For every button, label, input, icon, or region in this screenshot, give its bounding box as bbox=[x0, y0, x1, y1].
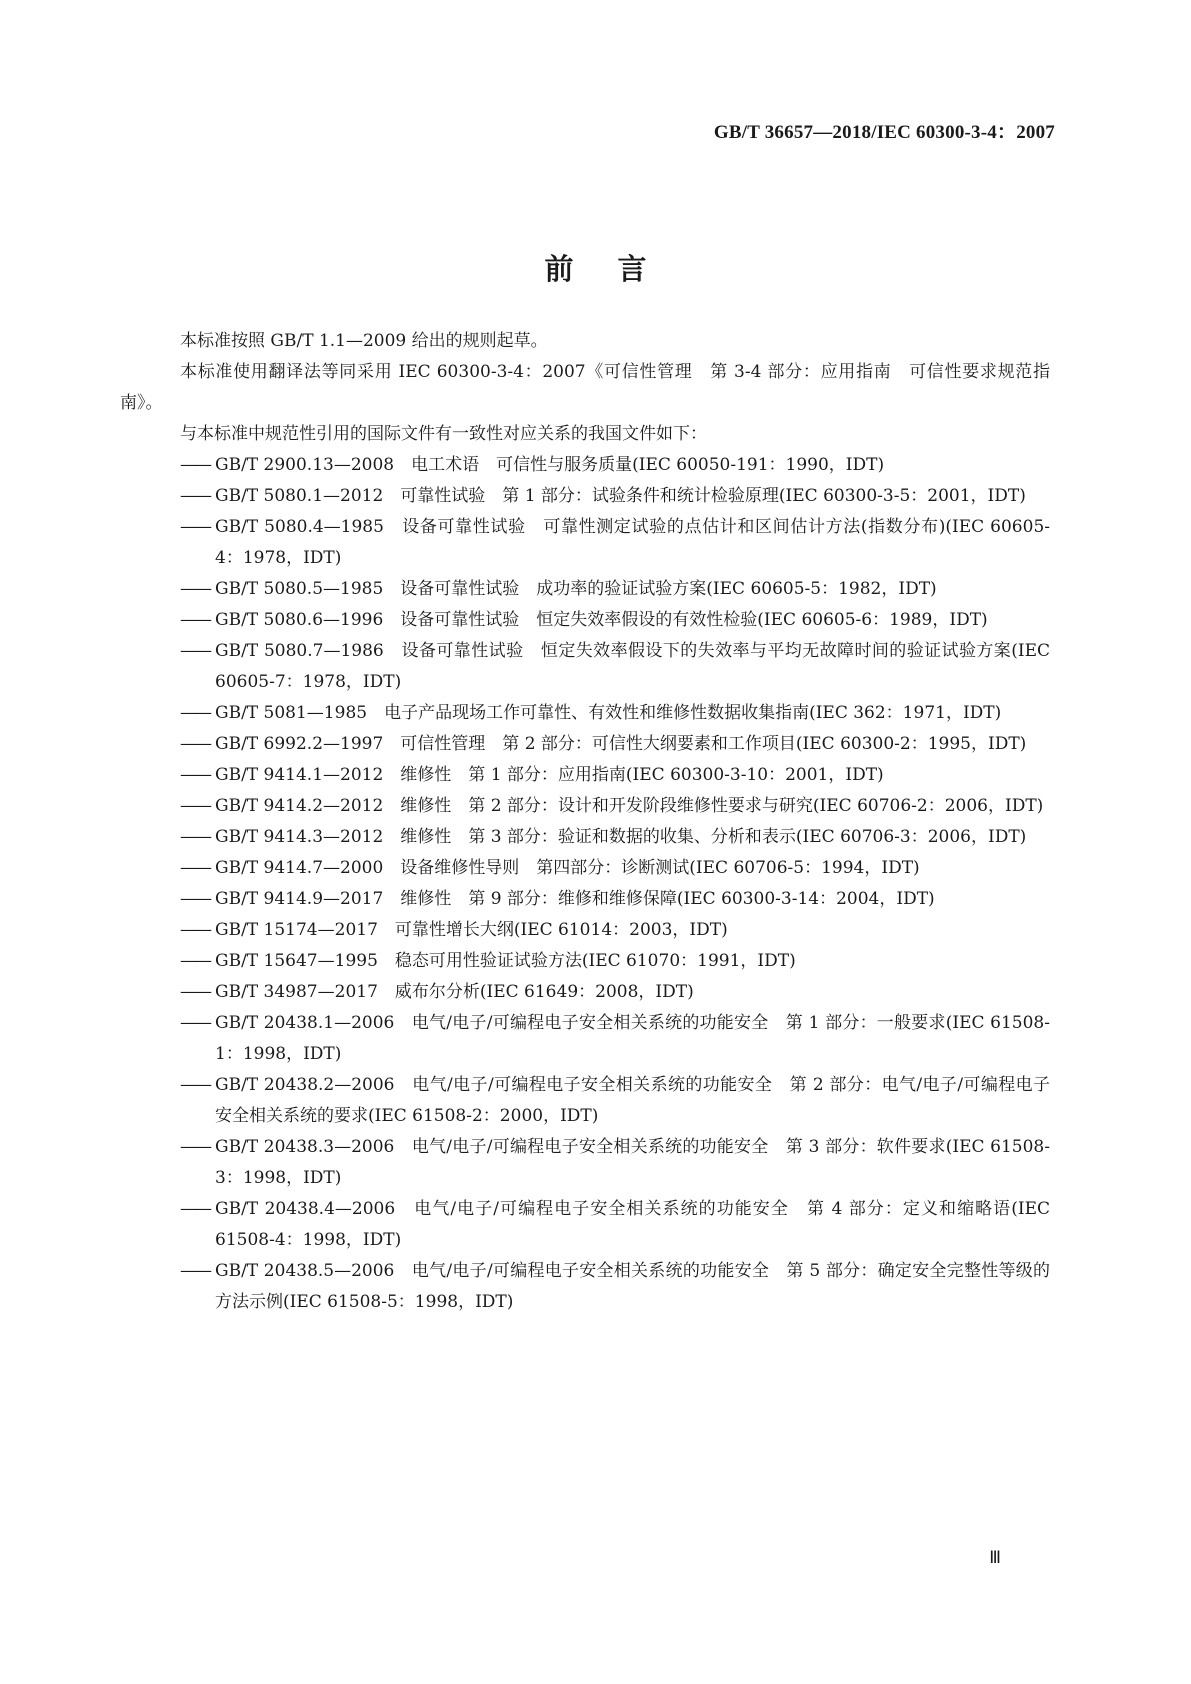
page-number: Ⅲ bbox=[989, 1548, 1001, 1567]
dash: —— bbox=[180, 858, 210, 878]
reference-text: GB/T 20438.5—2006 电气/电子/可编程电子安全相关系统的功能安全 第 5 部分：确定安全完整性等级的方法示例(IEC 61508-5：1998，IDT) bbox=[215, 1261, 1050, 1312]
reference-text: GB/T 2900.13—2008 电工术语 可信性与服务质量(IEC 60050-191：1990，IDT) bbox=[215, 455, 885, 475]
reference-item bbox=[120, 977, 1050, 1008]
dash: —— bbox=[180, 703, 210, 723]
dash: —— bbox=[180, 517, 210, 537]
dash: —— bbox=[180, 579, 210, 599]
paragraph: 本标准按照 GB/T 1.1—2009 给出的规则起草。 bbox=[180, 331, 548, 351]
dash: —— bbox=[180, 827, 210, 847]
reference-item bbox=[120, 698, 1050, 729]
reference-item bbox=[120, 1194, 1050, 1256]
dash: —— bbox=[180, 486, 210, 506]
dash: —— bbox=[180, 1075, 210, 1095]
paragraph: 本标准使用翻译法等同采用 IEC 60300-3-4：2007《可信性管理 第 3-4 部分：应用指南 可信性要求规范指南》。 bbox=[120, 362, 1050, 413]
reference-item bbox=[120, 1132, 1050, 1194]
dash: —— bbox=[180, 734, 210, 754]
reference-item bbox=[120, 481, 1050, 512]
reference-text: GB/T 5080.1—2012 可靠性试验 第 1 部分：试验条件和统计检验原理(IEC 60300-3-5：2001，IDT) bbox=[215, 486, 1026, 506]
dash: —— bbox=[180, 796, 210, 816]
reference-item bbox=[120, 1008, 1050, 1070]
document-body bbox=[120, 326, 1050, 1318]
dash: —— bbox=[180, 920, 210, 940]
reference-text: GB/T 15174—2017 可靠性增长大纲(IEC 61014：2003，IDT) bbox=[215, 920, 728, 940]
dash: —— bbox=[180, 641, 210, 661]
reference-item bbox=[120, 791, 1050, 822]
page-title: 前言 bbox=[544, 252, 691, 287]
reference-text: GB/T 9414.1—2012 维修性 第 1 部分：应用指南(IEC 60300-3-10：2001，IDT) bbox=[215, 765, 884, 785]
reference-item bbox=[120, 946, 1050, 977]
reference-text: GB/T 9414.7—2000 设备维修性导则 第四部分：诊断测试(IEC 60706-5：1994，IDT) bbox=[215, 858, 920, 878]
dash: —— bbox=[180, 951, 210, 971]
reference-item bbox=[120, 1070, 1050, 1132]
reference-text: GB/T 5081—1985 电子产品现场工作可靠性、有效性和维修性数据收集指南(IEC 362：1971，IDT) bbox=[215, 703, 1002, 723]
reference-item bbox=[120, 729, 1050, 760]
reference-text: GB/T 5080.6—1996 设备可靠性试验 恒定失效率假设的有效性检验(IEC 60605-6：1989，IDT) bbox=[215, 610, 988, 630]
reference-text: GB/T 20438.2—2006 电气/电子/可编程电子安全相关系统的功能安全 第 2 部分：电气/电子/可编程电子安全相关系统的要求(IEC 61508-2：2000，IDT) bbox=[215, 1075, 1050, 1126]
dash: —— bbox=[180, 889, 210, 909]
reference-text: GB/T 15647—1995 稳态可用性验证试验方法(IEC 61070：1991，IDT) bbox=[215, 951, 796, 971]
reference-text: GB/T 9414.9—2017 维修性 第 9 部分：维修和维修保障(IEC 60300-3-14：2004，IDT) bbox=[215, 889, 935, 909]
reference-text: GB/T 9414.2—2012 维修性 第 2 部分：设计和开发阶段维修性要求与研究(IEC 60706-2：2006，IDT) bbox=[215, 796, 1044, 816]
reference-text: GB/T 9414.3—2012 维修性 第 3 部分：验证和数据的收集、分析和表示(IEC 60706-3：2006，IDT) bbox=[215, 827, 1027, 847]
dash: —— bbox=[180, 610, 210, 630]
dash: —— bbox=[180, 982, 210, 1002]
reference-item bbox=[120, 760, 1050, 791]
dash: —— bbox=[180, 1261, 210, 1281]
reference-item bbox=[120, 884, 1050, 915]
dash: —— bbox=[180, 455, 210, 475]
reference-text: GB/T 20438.3—2006 电气/电子/可编程电子安全相关系统的功能安全 第 3 部分：软件要求(IEC 61508-3：1998，IDT) bbox=[215, 1137, 1050, 1188]
reference-item bbox=[120, 915, 1050, 946]
standard-code: GB/T 36657—2018/IEC 60300-3-4：2007 bbox=[713, 122, 1055, 143]
reference-item bbox=[120, 605, 1050, 636]
reference-text: GB/T 20438.1—2006 电气/电子/可编程电子安全相关系统的功能安全 第 1 部分：一般要求(IEC 61508-1：1998，IDT) bbox=[215, 1013, 1050, 1064]
reference-text: GB/T 34987—2017 威布尔分析(IEC 61649：2008，IDT) bbox=[215, 982, 694, 1002]
reference-text: GB/T 6992.2—1997 可信性管理 第 2 部分：可信性大纲要素和工作项目(IEC 60300-2：1995，IDT) bbox=[215, 734, 1027, 754]
dash: —— bbox=[180, 765, 210, 785]
reference-item bbox=[120, 450, 1050, 481]
reference-text: GB/T 5080.7—1986 设备可靠性试验 恒定失效率假设下的失效率与平均无故障时间的验证试验方案(IEC 60605-7：1978，IDT) bbox=[215, 641, 1050, 692]
reference-text: GB/T 5080.4—1985 设备可靠性试验 可靠性测定试验的点估计和区间估计方法(指数分布)(IEC 60605-4：1978，IDT) bbox=[215, 517, 1050, 568]
reference-item bbox=[120, 574, 1050, 605]
reference-item bbox=[120, 636, 1050, 698]
dash: —— bbox=[180, 1137, 210, 1157]
reference-text: GB/T 5080.5—1985 设备可靠性试验 成功率的验证试验方案(IEC 60605-5：1982，IDT) bbox=[215, 579, 937, 599]
dash: —— bbox=[180, 1199, 210, 1219]
reference-item bbox=[120, 1256, 1050, 1318]
paragraph: 与本标准中规范性引用的国际文件有一致性对应关系的我国文件如下： bbox=[180, 424, 707, 444]
reference-item bbox=[120, 822, 1050, 853]
dash: —— bbox=[180, 1013, 210, 1033]
reference-item bbox=[120, 512, 1050, 574]
reference-list bbox=[120, 450, 1050, 1318]
reference-item bbox=[120, 853, 1050, 884]
reference-text: GB/T 20438.4—2006 电气/电子/可编程电子安全相关系统的功能安全 第 4 部分：定义和缩略语(IEC 61508-4：1998，IDT) bbox=[215, 1199, 1050, 1250]
